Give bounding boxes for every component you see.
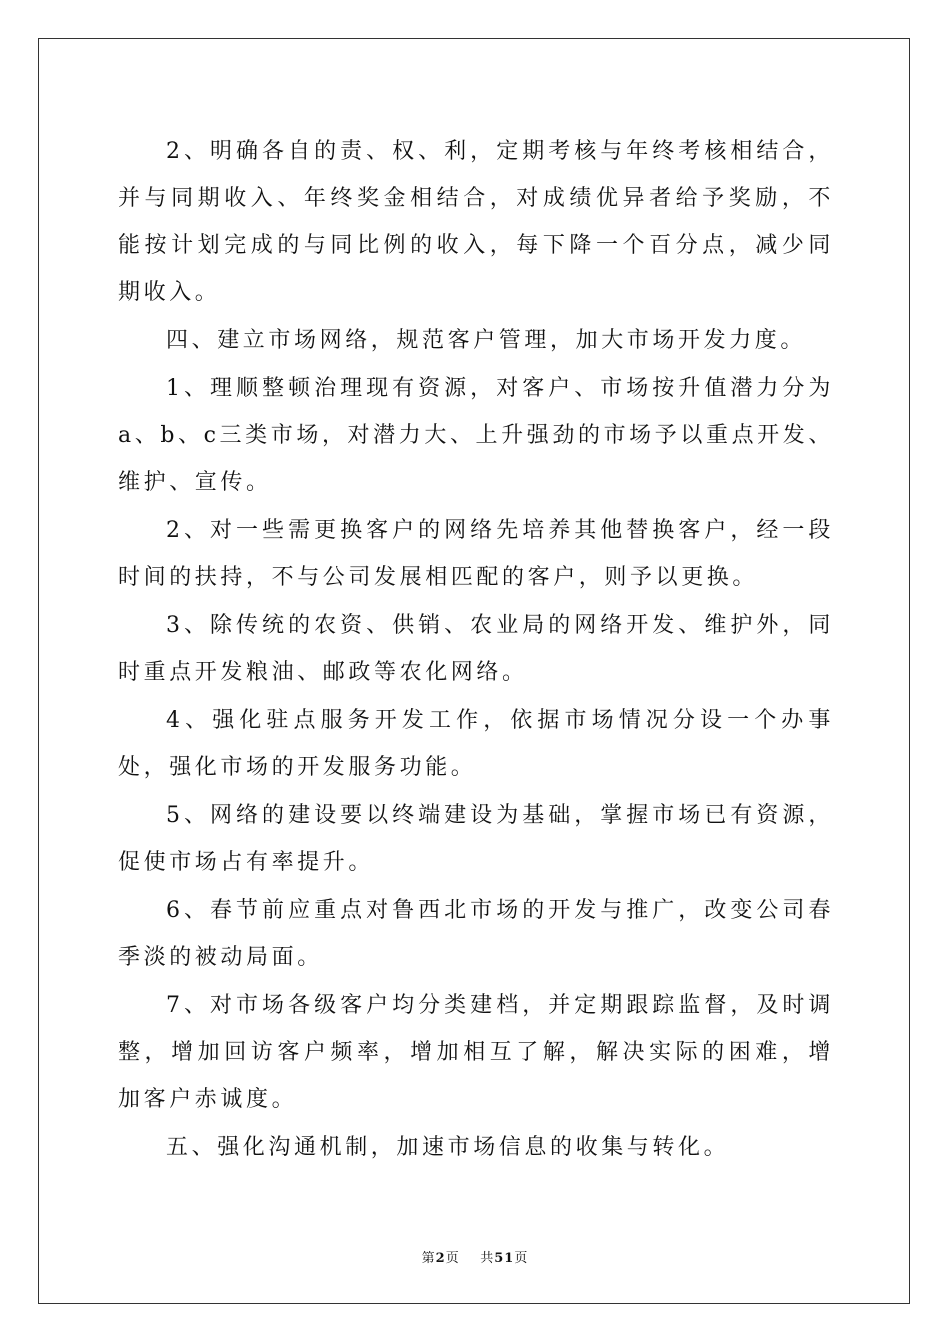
paragraph: 2、明确各自的责、权、利，定期考核与年终考核相结合，并与同期收入、年终奖金相结合，对成绩优异者给予奖励，不能按计划完成的与同比例的收入，每下降一个百分点，减少同期收入。 (118, 139, 834, 305)
paragraph: 1、理顺整顿治理现有资源，对客户、市场按升值潜力分为a、b、c三类市场，对潜力大、上升强劲的市场予以重点开发、维护、宣传。 (118, 376, 834, 495)
page-footer (0, 1247, 950, 1266)
total-suffix: 页 (514, 1251, 529, 1266)
document-body (118, 128, 834, 1172)
paragraph: 五、强化沟通机制，加速市场信息的收集与转化。 (166, 1135, 730, 1160)
paragraph: 3、除传统的农资、供销、农业局的网络开发、维护外，同时重点开发粮油、邮政等农化网络。 (118, 613, 834, 685)
paragraph: 2、对一些需更换客户的网络先培养其他替换客户，经一段时间的扶持，不与公司发展相匹配的客户，则予以更换。 (118, 518, 834, 590)
paragraph: 6、春节前应重点对鲁西北市场的开发与推广，改变公司春季淡的被动局面。 (118, 898, 834, 970)
paragraph: 5、网络的建设要以终端建设为基础，掌握市场已有资源，促使市场占有率提升。 (118, 803, 834, 875)
page-suffix: 页 (445, 1251, 460, 1266)
page-prefix: 第 (421, 1251, 436, 1266)
paragraph: 4、强化驻点服务开发工作，依据市场情况分设一个办事处，强化市场的开发服务功能。 (118, 708, 834, 780)
total-pages: 51 (494, 1251, 515, 1266)
total-prefix: 共 (480, 1251, 495, 1266)
paragraph: 四、建立市场网络，规范客户管理，加大市场开发力度。 (166, 328, 807, 353)
page-number: 2 (435, 1251, 446, 1266)
paragraph: 7、对市场各级客户均分类建档，并定期跟踪监督，及时调整，增加回访客户频率，增加相互了解，解决实际的困难，增加客户赤诚度。 (118, 993, 834, 1112)
